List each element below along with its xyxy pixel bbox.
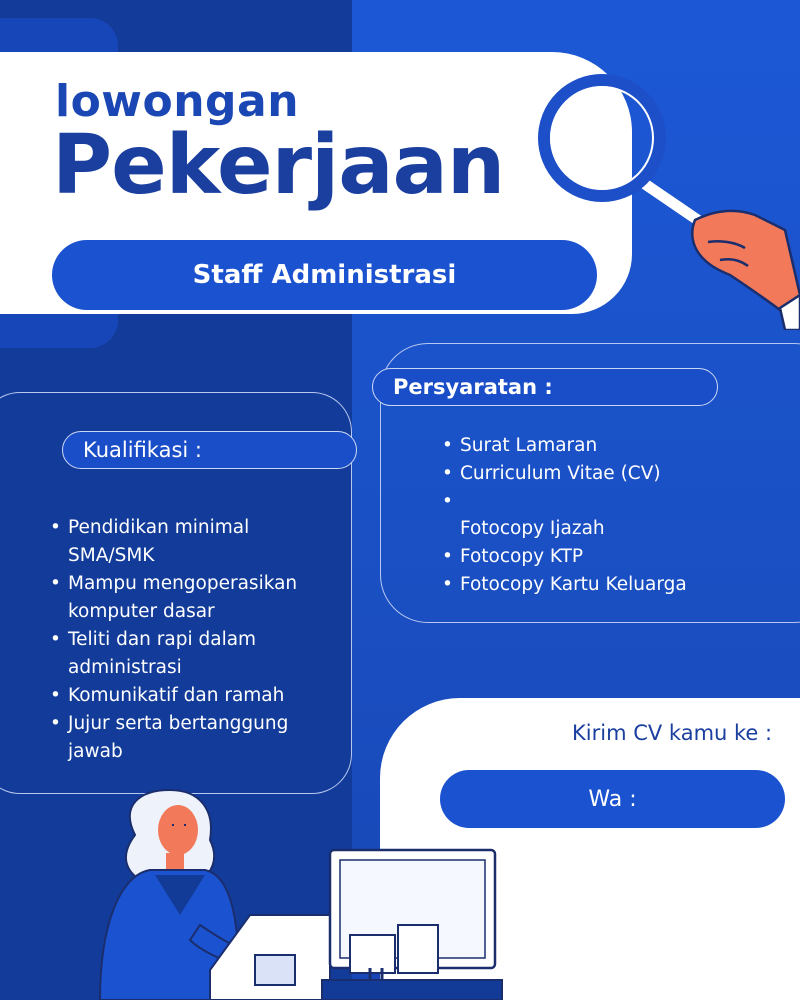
contact-label: Kirim CV kamu ke : bbox=[572, 721, 773, 745]
list-item: • Curriculum Vitae (CV) bbox=[442, 460, 782, 488]
kualifikasi-label: Kualifikasi : bbox=[62, 431, 357, 469]
whatsapp-field: Wa : bbox=[440, 770, 785, 828]
list-item: Fotocopy Ijazah bbox=[460, 517, 605, 539]
position-badge: Staff Administrasi bbox=[52, 240, 597, 310]
list-item: • Teliti dan rapi dalam administrasi bbox=[50, 626, 340, 682]
list-item: • Jujur serta bertanggung jawab bbox=[50, 710, 340, 766]
list-item bbox=[442, 488, 782, 515]
title-small: lowongan bbox=[55, 76, 300, 127]
computer-monitor-icon bbox=[322, 850, 502, 1000]
list-item: • Komunikatif dan ramah bbox=[50, 682, 340, 710]
kualifikasi-list bbox=[50, 514, 340, 766]
persyaratan-list bbox=[442, 432, 782, 599]
persyaratan-label: Persyaratan : bbox=[372, 368, 718, 406]
title-big: Pekerjaan bbox=[52, 118, 505, 213]
list-item: • Fotocopy KTP bbox=[442, 543, 782, 571]
hand-icon bbox=[692, 211, 800, 330]
woman-illustration bbox=[60, 775, 540, 1000]
list-item: • Surat Lamaran bbox=[442, 432, 782, 460]
list-item: • Pendidikan minimal SMA/SMK bbox=[50, 514, 340, 570]
magnifier-icon bbox=[530, 70, 800, 330]
list-item: • Mampu mengoperasikan komputer dasar bbox=[50, 570, 340, 626]
list-item: • Fotocopy Kartu Keluarga bbox=[442, 571, 782, 599]
